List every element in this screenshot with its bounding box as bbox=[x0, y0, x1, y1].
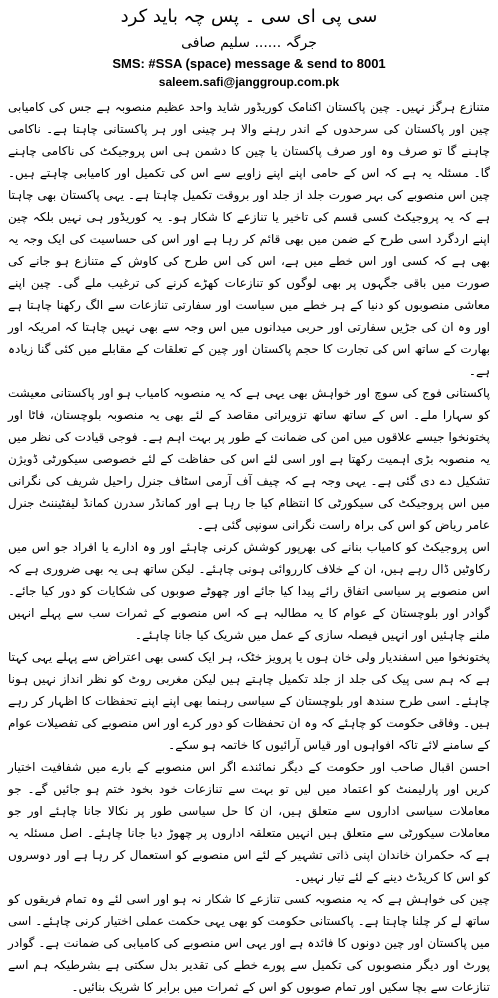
article-paragraph: احسن اقبال صاحب اور حکومت کے دیگر نمائندے اگر اس منصوبے کے بارے میں شفافیت اختیار کریں اور پارلیمنٹ کو اعتماد میں لیں تو بہت سے تنازعات خود بخود ختم ہو جائیں گے۔ جو معاملات سیاسی اداروں سے متعلق ہیں، ان کا حل سیاسی طور پر نکالا جانا چاہئے اور جو معاملات سیکورٹی سے متعلق ہیں انہیں متعلقہ اداروں پر چھوڑ دیا جانا چاہئے۔ اصل مسئلہ یہ ہے کہ حکمران خاندان اپنی ذاتی تشہیر کے لئے اس منصوبے کو استعمال کر رہا ہے اور دوسروں کو اس کا کریڈٹ دینے کے لئے تیار نہیں۔ bbox=[8, 760, 490, 884]
article-body bbox=[8, 96, 490, 994]
article-paragraph: متنازع ہرگز نہیں۔ چین پاکستان اکنامک کوریڈور شاید واحد عظیم منصوبہ ہے جس کی کامیابی چین اور پاکستان کی سرحدوں کے اندر رہنے والا ہر چینی اور ہر پاکستانی چاہتا ہے۔ ناکامی چاہنے گا تو صرف وہ اور صرف پاکستان یا چین کا دشمن ہی اس پروجیکٹ کی ناکامی چاہنے گا۔ مسئلہ یہ ہے کہ اس کے حامی اپنے اپنے زاویے سے اس کی تکمیل اور کامیابی چاہتے ہیں۔ چین اس منصوبے کی بہر صورت جلد از جلد اور بروقت تکمیل چاہتا ہے۔ یہی پاکستان بھی چاہتا ہے کہ یہ پروجیکٹ کسی قسم کی تاخیر یا تنازعے کا شکار ہو۔ یہ کوریڈور ہی نہیں بلکہ چین اپنے اردگرد اسی طرح کے ضمن میں بھی قائم کر رہا ہے اور اس کی حساسیت کی ایک وجہ یہ بھی ہے کہ کسی اور اس خطے میں ہے، اس کی اس طرح کی کاوش کے متنازع ہو جانے کی صورت میں باقی جگہوں پر بھی لوگوں کو تنازعات کھڑے کرنے کی ترغیب ملے گی۔ چین اپنے معاشی منصوبوں کو دنیا کے ہر خطے میں سیاست اور سفارتی تنازعات سے الگ رکھنا چاہتا ہے اور وہ ان کی جڑیں سفارتی اور حربی میدانوں میں اس وجہ سے بھی نہیں چاہتا کہ امریکہ اور بھارت کے ساتھ اس کی تجارت کا حجم پاکستان اور چین کے تعلقات کے مقابلے میں کئی گنا زیادہ ہے۔ bbox=[8, 100, 490, 378]
column-title: سی پی ای سی ۔ پس چہ باید کرد bbox=[120, 6, 378, 27]
article-paragraph: پاکستانی فوج کی سوچ اور خواہش بھی یہی ہے کہ یہ منصوبہ کامیاب ہو اور پاکستانی معیشت کو سہارا ملے۔ اس کے ساتھ ساتھ تزویراتی مقاصد کے لئے بھی یہ منصوبہ بلوچستان، فاٹا اور پختونخوا جیسے علاقوں میں امن کی ضمانت کے طور پر بہت اہم ہے۔ فوجی قیادت کی نظر میں یہ منصوبہ بڑی اہمیت رکھتا ہے اور اسی لئے اس کی حفاظت کے لئے خصوصی سیکورٹی ڈویژن تشکیل دے دی گئی ہے۔ یہی وجہ ہے کہ چیف آف آرمی اسٹاف جنرل راحیل شریف کی نگرانی میں اس پروجیکٹ کی سیکورٹی کا انتظام کیا جا رہا ہے اور کمانڈر سدرن کمانڈ لیفٹیننٹ جنرل عامر ریاض کو اس کی براہ راست نگرانی سونپی گئی ہے۔ bbox=[8, 386, 490, 532]
author-email: saleem.safi@janggroup.com.pk bbox=[158, 75, 340, 89]
column-header bbox=[8, 2, 490, 90]
article-paragraph: پختونخوا میں اسفندیار ولی خان ہوں یا پرویز خٹک، ہر ایک کسی بھی اعتراض سے پہلے یہی کہتا ہے کہ ہم سی پیک کی جلد از جلد تکمیل چاہتے ہیں لیکن مغربی روٹ کو نظر انداز نہیں ہونا چاہئے۔ اسی طرح سندھ اور بلوچستان کے سیاسی رہنما بھی اپنے اپنے تحفظات کا اظہار کر رہے ہیں۔ وفاقی حکومت کو چاہئے کہ وہ ان تحفظات کو دور کرے اور اس منصوبے کی تفصیلات عوام کے سامنے لائے تاکہ افواہوں اور قیاس آرائیوں کا خاتمہ ہو سکے۔ bbox=[8, 650, 490, 752]
article-paragraph: چین کی خواہش ہے کہ یہ منصوبہ کسی تنازعے کا شکار نہ ہو اور اسی لئے وہ تمام فریقوں کو ساتھ لے کر چلنا چاہتا ہے۔ پاکستانی حکومت کو بھی یہی حکمت عملی اختیار کرنی چاہئے۔ اسی میں پاکستان اور چین دونوں کا فائدہ ہے اور یہی اس منصوبے کی کامیابی کی ضمانت ہے۔ گوادر پورٹ اور دیگر منصوبوں کی تکمیل سے پورے خطے کی تقدیر بدل سکتی ہے بشرطیکہ ہم اسے تنازعات سے بچا سکیں اور تمام صوبوں کو اس کے ثمرات میں برابر کا شریک بنائیں۔ bbox=[8, 892, 490, 994]
column-author: جرگہ ...... سلیم صافی bbox=[181, 35, 317, 51]
sms-instructions: SMS: #SSA (space) message & send to 8001 bbox=[112, 56, 386, 71]
article-paragraph: اس پروجیکٹ کو کامیاب بنانے کی بھرپور کوشش کرنی چاہئے اور وہ ادارے یا افراد جو اس میں رکاوٹیں ڈال رہے ہیں، ان کے خلاف کارروائی ہونی چاہئے۔ لیکن ساتھ ہی یہ بھی ضروری ہے کہ اس منصوبے پر سیاسی اتفاق رائے پیدا کیا جائے اور چھوٹے صوبوں کی شکایات کو دور کیا جائے۔ گوادر اور بلوچستان کے عوام کا یہ مطالبہ ہے کہ اس منصوبے کے ثمرات سب سے پہلے انہیں ملنے چاہئیں اور انہیں فیصلہ سازی کے عمل میں شریک کیا جانا چاہئے۔ bbox=[8, 540, 490, 642]
